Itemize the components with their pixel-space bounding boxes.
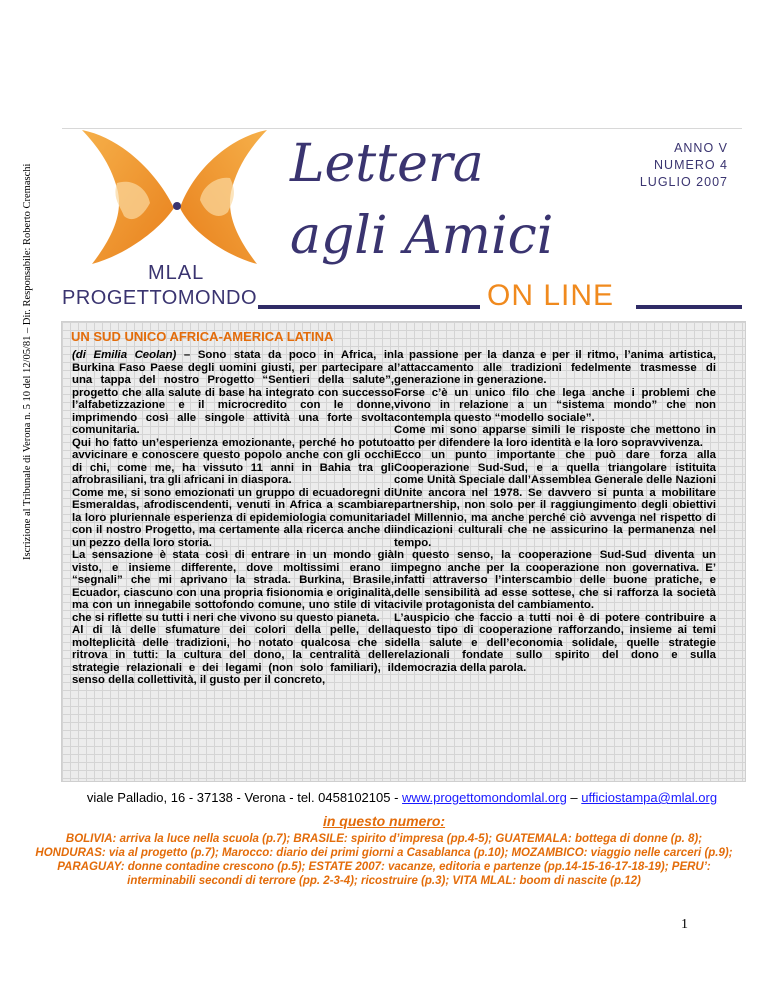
- article-paragraph: (di Emilia Ceolan) – Sono stata da poco in Africa, in Burkina Faso Paese degli uomini giusti, per partecipare a una tappa del nostro Progetto “Sentieri della salute”, progetto che alla salute di base ha integrato con successo l’alfabetizzazione e il microcredito con le donne, imprimendo così alle singole attività una forte svolta comunitaria.: [72, 349, 394, 436]
- header-rule-left: [258, 305, 480, 309]
- article-paragraph: La sensazione è stata così di entrare in un mondo già visto, e insieme differente, dove moltissimi erano i “segnali” che mi aprivano la strada. Burkina, Brasile, Ecuador, ciascuno con una propria fisionomia e originalità, ma con un innegabile sottofondo comune, uno stile di vita che si riflette su tutti i neri che vivono su questo pianeta.: [72, 549, 394, 624]
- article-paragraph: L’auspicio che faccio a tutti noi è di potere contribuire a questo tipo di cooperazione rafforzando, insieme ai temi della salute e dell’economia solidale, quelle strategie relazionali fondate sullo spirito del dono e sulla democrazia della parola.: [394, 611, 716, 674]
- article-paragraph: Forse c’è un unico filo che lega anche i problemi che vivono in relazione a un “sistema mondo” che non contempla questo “modello sociale”.: [394, 386, 716, 424]
- issue-date: LUGLIO 2007: [639, 175, 728, 189]
- issue-anno: ANNO V: [674, 141, 728, 155]
- butterfly-logo-icon: [62, 128, 292, 268]
- article-paragraph: la passione per la danza e per il ritmo, l’anima artistica, l’attaccamento alle tradizioni fedelmente trasmesse di generazione in generazione.: [394, 349, 716, 386]
- article-headline: UN SUD UNICO AFRICA-AMERICA LATINA: [71, 329, 334, 344]
- registration-note: Iscrizione al Tribunale di Verona n. 5 10 del 12/05/81 – Dir. Responsabile: Roberto Cremaschi: [22, 163, 33, 560]
- article-paragraph: Come mi sono apparse simili le risposte che mettono in atto per difendere la loro identità e la loro sopravvivenza.: [394, 424, 716, 449]
- article-paragraph: Qui ho fatto un’esperienza emozionante, perché ho potuto avvicinare e conoscere questo popolo anche con gli occhi di chi, come me, ha vissuto 11 anni in Bahia tra gli afrobrasiliani, tra gli africani in diaspora.: [72, 436, 394, 486]
- article-paragraph: In questo senso, la cooperazione Sud-Sud diventa un impegno anche per la cooperazione non governativa. E’ infatti attraverso l’interscambio delle buone pratiche, e delle sensibilità ad esse sottese, che si rafforza la società civile protagonista del cambiamento.: [394, 549, 716, 611]
- article-paragraph: Al di là delle sfumature dei colori della pelle, della molteplicità delle tradizioni, ho notato qualcosa che si ritrova in tutti: la cultura del dono, la centralità delle strategie relazionali e dei legami (non solo familiari), il senso della collettività, il gusto per il concreto,: [72, 624, 394, 686]
- article-paragraph: Ecco un punto importante che può dare forza alla Cooperazione Sud-Sud, e a quella triangolare istituita come Unità Speciale dall’Assemblea Generale delle Nazioni Unite ancora nel 1978. Se davvero si punta a mobilitare partnership, non solo per il raggiungimento degli obiettivi del Millennio, ma anche perché ciò avvenga nel rispetto di indicazioni culturali che ne assicurino la permanenza nel tempo.: [394, 449, 716, 549]
- issue-info: [640, 140, 728, 191]
- title-line-2: agli Amici: [290, 206, 554, 266]
- page-number: 1: [681, 917, 688, 932]
- article-byline: (di Emilia Ceolan): [72, 349, 177, 361]
- contact-line: [62, 790, 742, 805]
- email-link[interactable]: ufficiostampa@mlal.org: [581, 790, 718, 805]
- in-this-issue-topics: BOLIVIA: arriva la luce nella scuola (p.7); BRASILE: spirito d’impresa (pp.4-5); GUATEMALA: bottega di donne (p. 8); HONDURAS: via al progetto (p.7); Marocco: diario dei primi giorni a Casablanca (p.10); MOZAMBICO: viaggio nelle carceri (p.9); PARAGUAY: donne contadine crescono (p.5); ESTATE 2007: vacanze, editoria e partenze (pp.14-15-16-17-18-19); PERU’: interminabili secondi di terrore (pp. 2-3-4); ricostruire (p.3); VITA MLAL: boom di nascite (p.12): [35, 833, 733, 887]
- header-rule-right: [636, 305, 742, 309]
- address-text: viale Palladio, 16 - 37138 - Verona - tel. 0458102105 -: [86, 790, 399, 805]
- title-line-1: Lettera: [290, 134, 484, 194]
- article-column-left: [72, 349, 394, 687]
- brand-mlal: MLAL: [148, 262, 205, 284]
- article-column-right: [394, 349, 716, 674]
- website-link[interactable]: www.progettomondomlal.org: [402, 790, 567, 805]
- issue-numero: NUMERO 4: [654, 158, 728, 172]
- in-this-issue-heading: in questo numero:: [322, 813, 446, 829]
- article-paragraph: Come me, si sono emozionati un gruppo di ecuadoregni di Esmeraldas, afrodiscendenti, venuti in Africa a scambiare la loro pluriennale esperienza di epidemiologia comunitaria con il nostro Progetto, ma certamente alla ricerca anche di un pezzo della loro storia.: [72, 486, 394, 549]
- online-label: ON LINE: [487, 279, 615, 312]
- contact-separator: –: [570, 790, 578, 805]
- brand-progettomondo: PROGETTOMONDO: [62, 287, 258, 309]
